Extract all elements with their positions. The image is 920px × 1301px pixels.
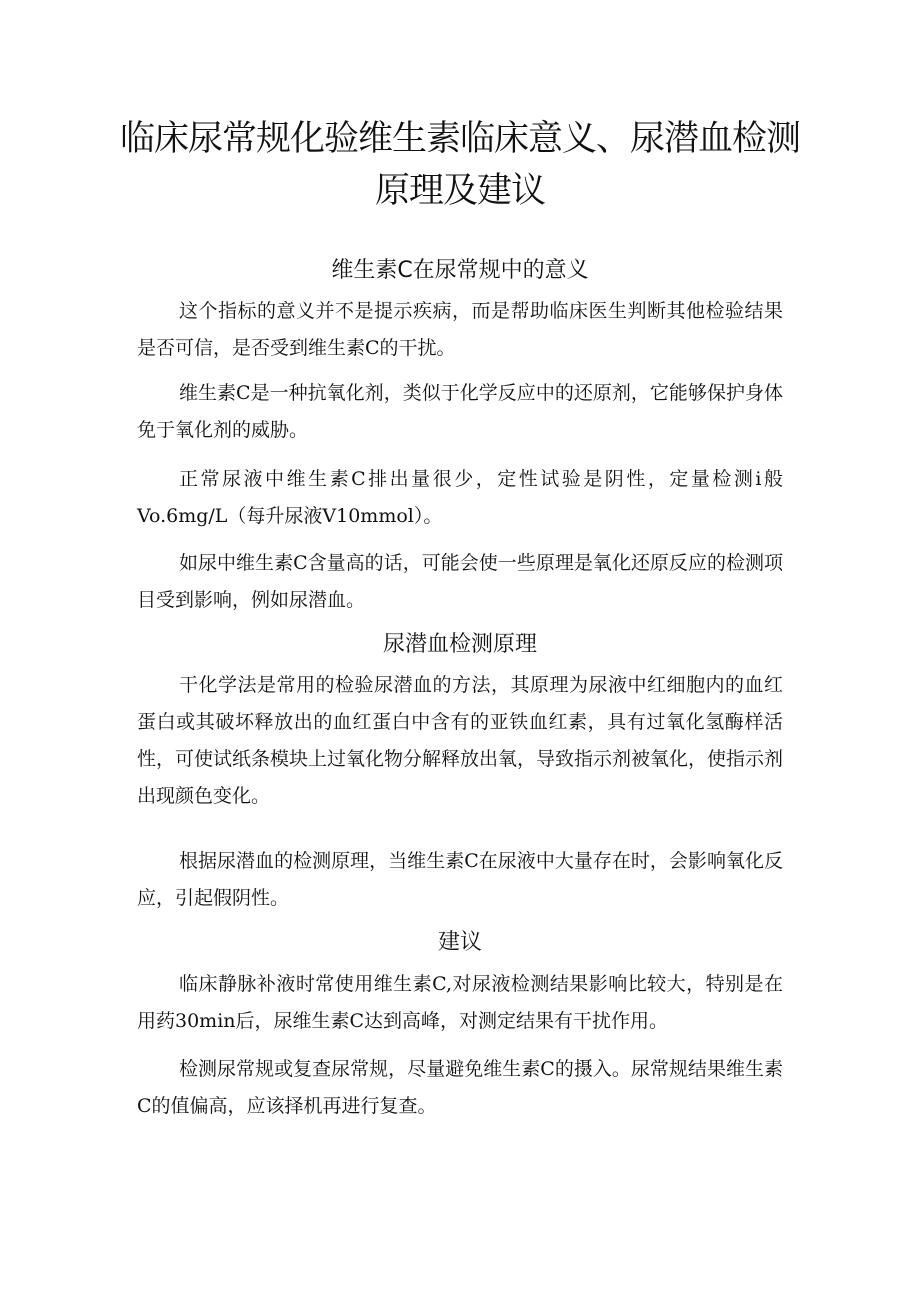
paragraph: 这个指标的意义并不是提示疾病，而是帮助临床医生判断其他检验结果是否可信，是否受到维生素C的干扰。 bbox=[137, 300, 783, 359]
paragraph: 干化学法是常用的检验尿潜血的方法，其原理为尿液中红细胞内的血红蛋白或其破坏释放出的血红蛋白中含有的亚铁血红素，具有过氧化氢酶样活性，可使试纸条模块上过氧化物分解释放出氧，导致指示剂被氧化，使指示剂出现颜色变化。 bbox=[137, 674, 784, 807]
section-heading-advice: 建议 bbox=[437, 930, 482, 955]
section-heading-occult-blood: 尿潜血检测原理 bbox=[382, 632, 537, 657]
paragraph: 检测尿常规或复查尿常规，尽量避免维生素C的摄入。尿常规结果维生素C的值偏高，应该择机再进行复查。 bbox=[137, 1058, 783, 1117]
paragraph: 根据尿潜血的检测原理，当维生素C在尿液中大量存在时，会影响氧化反应，引起假阴性。 bbox=[137, 850, 783, 909]
paragraph: 如尿中维生素C含量高的话，可能会使一些原理是氧化还原反应的检测项目受到影响，例如尿潜血。 bbox=[137, 552, 783, 611]
paragraph: 临床静脉补液时常使用维生素C,对尿液检测结果影响比较大，特别是在用药30min后，尿维生素C达到高峰，对测定结果有干扰作用。 bbox=[137, 973, 783, 1032]
section-heading-vitamin-c: 维生素C在尿常规中的意义 bbox=[331, 258, 589, 283]
paragraph: 正常尿液中维生素C排出量很少，定性试验是阴性，定量检测i般Vo.6mg/L（每升尿液V10mmol）。 bbox=[137, 468, 783, 527]
paragraph: 维生素C是一种抗氧化剂，类似于化学反应中的还原剂，它能够保护身体免于氧化剂的威胁。 bbox=[137, 382, 783, 441]
document-title: 临床尿常规化验维生素临床意义、尿潜血检测原理及建议 bbox=[120, 119, 801, 211]
